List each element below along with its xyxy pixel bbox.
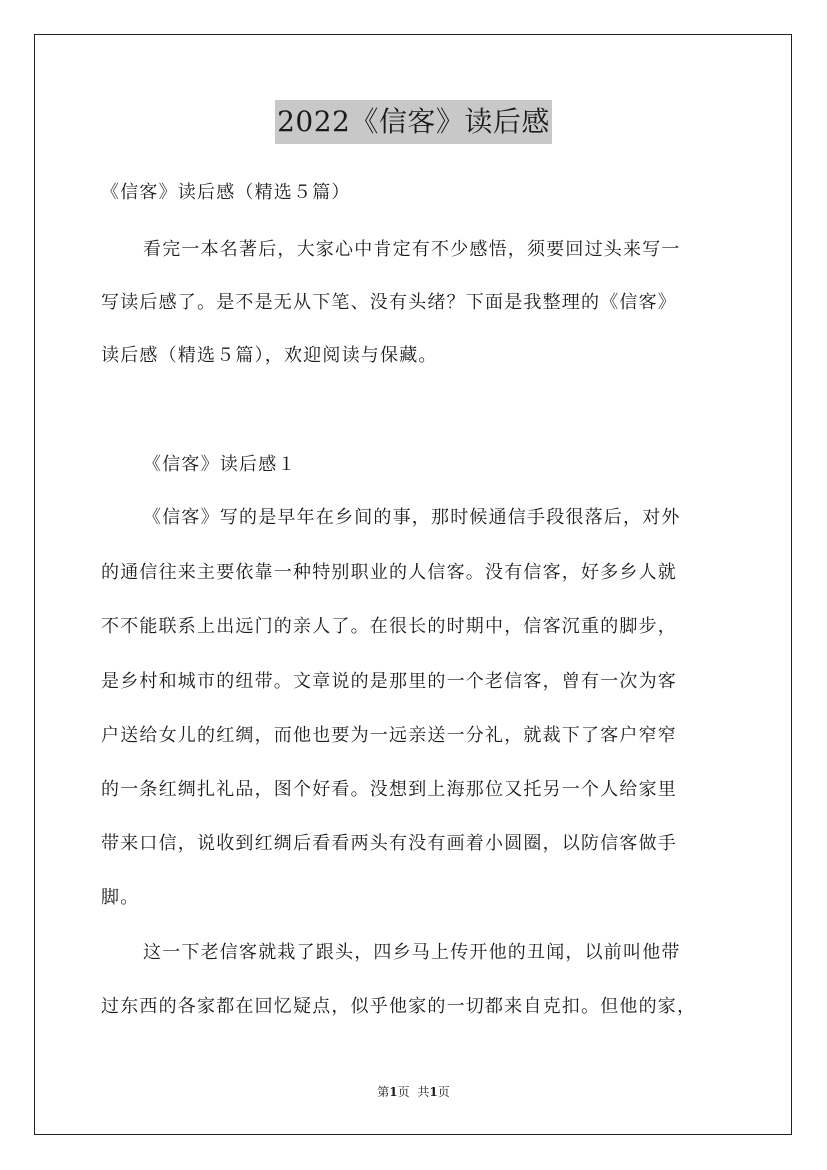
footer-total-number: 1 <box>429 1085 438 1099</box>
footer-total-suffix: 页 <box>437 1085 450 1099</box>
footer-page-number: 1 <box>389 1085 398 1099</box>
section-heading: 《信客》读后感１ <box>143 454 297 475</box>
document-title: 2022《信客》读后感 <box>275 100 552 144</box>
body-line-6: 的一条红绸扎礼品，图个好看。没想到上海那位又托另一个人给家里 <box>101 779 677 800</box>
footer-page-prefix: 第 <box>377 1085 390 1099</box>
body-line-2: 的通信往来主要依靠一种特别职业的人信客。没有信客，好多乡人就 <box>101 562 677 583</box>
intro-line-3: 读后感（精选５篇），欢迎阅读与保藏。 <box>101 345 438 366</box>
body-line-10: 过东西的各家都在回忆疑点，似乎他家的一切都来自克扣。但他的家， <box>101 996 697 1017</box>
body-line-8: 脚。 <box>101 887 140 908</box>
body-line-7: 带来口信，说收到红绸后看看两头有没有画着小圆圈，以防信客做手 <box>101 833 677 854</box>
page-footer <box>0 1084 827 1100</box>
title-container <box>0 100 827 144</box>
intro-line-1: 看完一本名著后，大家心中肯定有不少感悟，须要回过头来写一 <box>143 239 681 260</box>
intro-line-2: 写读后感了。是不是无从下笔、没有头绪？下面是我整理的《信客》 <box>101 292 677 313</box>
body-line-1: 《信客》写的是早年在乡间的事，那时候通信手段很落后，对外 <box>143 507 681 528</box>
footer-total-prefix: 共 <box>417 1085 430 1099</box>
footer-page-suffix: 页 <box>397 1085 410 1099</box>
document-subtitle: 《信客》读后感（精选５篇） <box>101 182 351 203</box>
body-line-4: 是乡村和城市的纽带。文章说的是那里的一个老信客，曾有一次为客 <box>101 671 677 692</box>
body-line-5: 户送给女儿的红绸，而他也要为一远亲送一分礼，就裁下了客户窄窄 <box>101 725 677 746</box>
body-line-9: 这一下老信客就栽了跟头，四乡马上传开他的丑闻，以前叫他带 <box>143 942 681 963</box>
body-line-3: 不不能联系上出远门的亲人了。在很长的时期中，信客沉重的脚步， <box>101 616 677 637</box>
